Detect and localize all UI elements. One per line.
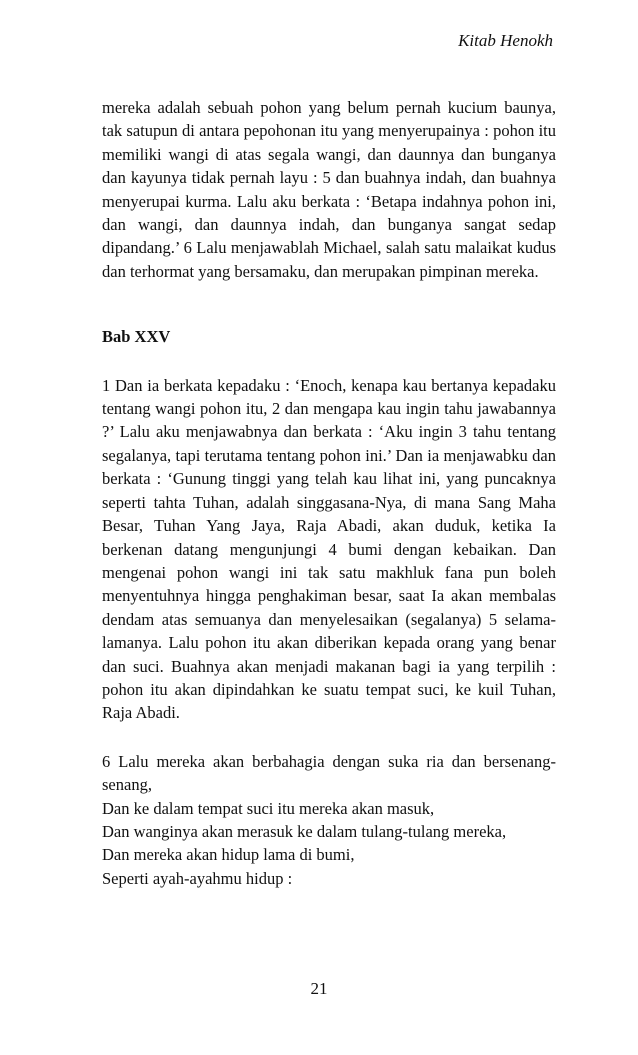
verse-line: Dan mereka akan hidup lama di bumi, [102, 845, 355, 865]
paragraph-continuation: mereka adalah sebuah pohon yang belum pernah kucium baunya, tak satupun di antara pepohonan itu yang menyerupainya : pohon itu memiliki wangi di atas segala wangi, dan daunnya dan bunganya dan kayunya tidak pernah layu : 5 dan buahnya indah, dan buahnya menyerupai kurma. Lalu aku berkata : ‘Betapa indahnya pohon ini, dan wangi, dan daunnya indah, dan bunganya sangat sedap dipandang.’ 6 Lalu menjawablah Michael, salah satu malaikat kudus dan terhormat yang bersamaku, dan merupakan pimpinan mereka. [102, 98, 556, 281]
chapter-heading: Bab XXV [102, 327, 171, 347]
spacer [102, 349, 556, 374]
spacer [102, 283, 556, 325]
running-header: Kitab Henokh [458, 31, 553, 50]
verse-block [102, 750, 556, 890]
spacer [102, 725, 556, 750]
page-number: 21 [310, 979, 328, 998]
verse-line: Dan ke dalam tempat suci itu mereka akan masuk, [102, 798, 435, 818]
paragraph-chapter: 1 Dan ia berkata kepadaku : ‘Enoch, kenapa kau bertanya kepadaku tentang wangi pohon itu, 2 dan mengapa kau ingin tahu jawabannya ?’ Lalu aku menjawabnya dan berkata : ‘Aku ingin 3 tahu tentang segalanya, tapi terutama tentang pohon ini.’ Dan ia menjawabku dan berkata : ‘Gunung tinggi yang telah kau lihat ini, yang puncaknya seperti tahta Tuhan, adalah singgasana-Nya, di mana Sang Maha Besar, Tuhan Yang Jaya, Raja Abadi, akan duduk, ketika Ia berkenan datang mengunjungi 4 bumi dengan kebaikan. Dan mengenai pohon wangi ini tak satu makhluk fana pun boleh menyentuhnya hingga penghakiman besar, saat Ia akan membalas dendam atas semuanya dan menyelesaikan (segalanya) 5 selama-lamanya. Lalu pohon itu akan diberikan kepada orang yang benar dan suci. Buahnya akan menjadi makanan bagi ia yang terpilih : pohon itu akan dipindahkan ke suatu tempat suci, ke kuil Tuhan, Raja Abadi. [102, 375, 556, 723]
verse-line: Seperti ayah-ayahmu hidup : [102, 868, 293, 888]
page-content [102, 96, 556, 890]
verse-line: Dan wanginya akan merasuk ke dalam tulang-tulang mereka, [102, 821, 507, 841]
verse-line: 6 Lalu mereka akan berbahagia dengan suka ria dan bersenang-senang, [102, 751, 556, 795]
